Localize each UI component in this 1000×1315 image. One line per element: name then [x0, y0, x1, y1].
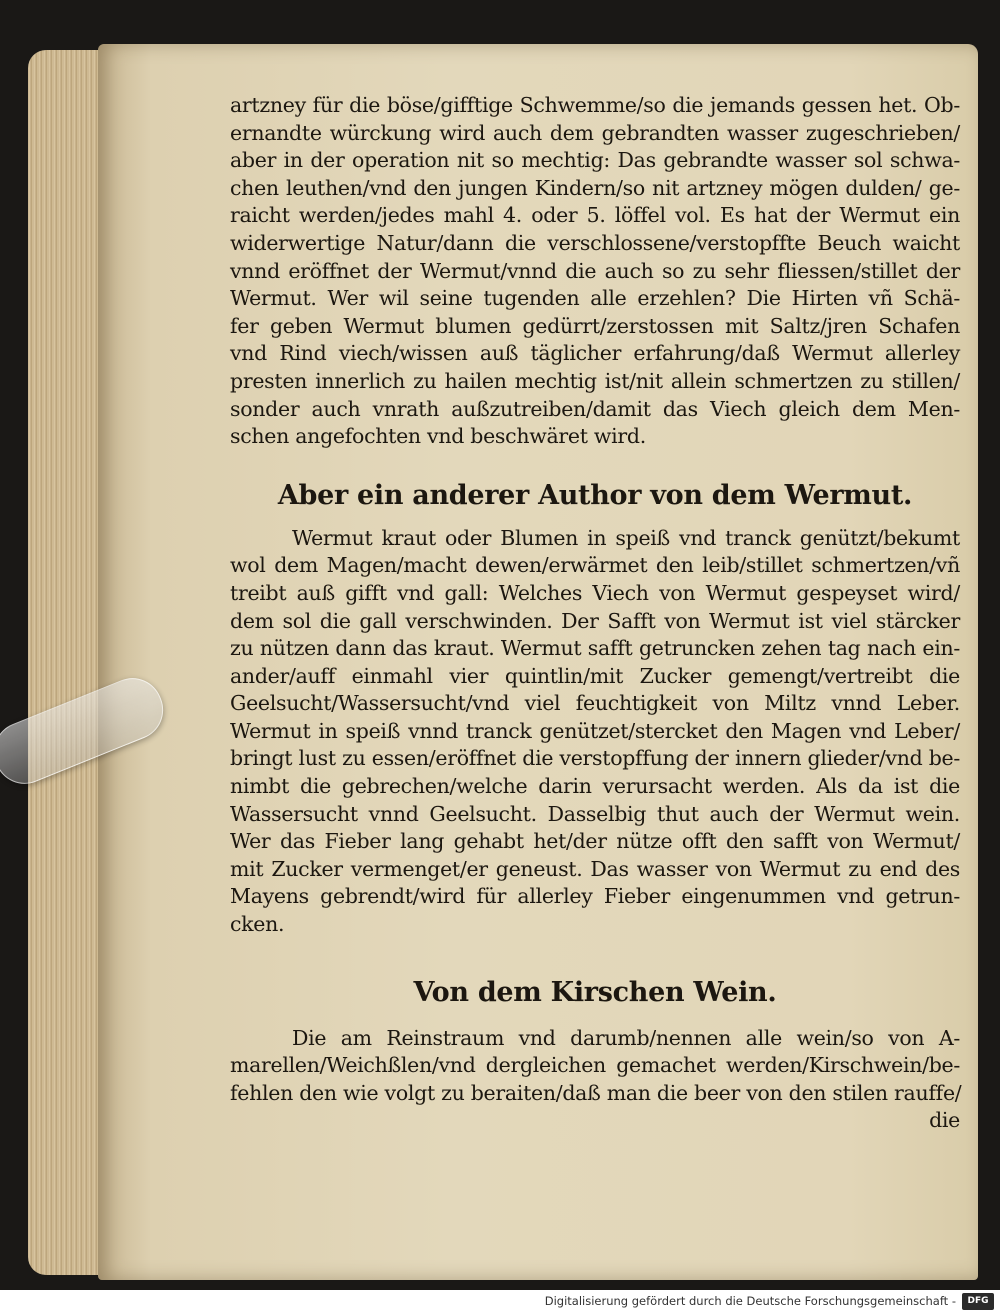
paragraph-3 — [230, 1025, 965, 1108]
text-line: Wermut kraut oder Blumen in speiß vnd tranck genützt/bekumt — [292, 525, 960, 550]
text-line: Geelsucht/Wassersucht/vnd viel feuchtigkeit von Miltz vnnd Leber. — [230, 691, 960, 716]
text-line: artzney für die böse/gifftige Schwemme/so die jemands gessen het. Ob- — [230, 93, 960, 117]
funding-credit: Digitalisierung gefördert durch die Deutsche Forschungsgemeinschaft - — [544, 1294, 956, 1308]
text-line: fehlen den wie volgt zu beraiten/daß man die beer von den stilen rauffe/ — [230, 1080, 962, 1105]
dfg-logo: DFG — [962, 1293, 994, 1310]
text-line: ander/auff einmahl vier quintlin/mit Zucker gemengt/vertreibt die — [230, 663, 960, 688]
text-line: Wermut in speiß vnnd tranck genützet/stercket den Magen vnd Leber/ — [230, 718, 960, 743]
text-line: treibt auß gifft vnd gall: Welches Viech von Wermut gespeyset wird/ — [230, 580, 960, 605]
text-line: ernandte würckung wird auch dem gebrandten wasser zugeschrieben/ — [230, 120, 960, 145]
section-heading-kirschen-wein: Von dem Kirschen Wein. — [413, 976, 777, 1008]
text-line: wol dem Magen/macht dewen/erwärmet den leib/stillet schmertzen/vñ — [230, 553, 960, 578]
text-line: bringt lust zu essen/eröffnet die verstopffung der innern glieder/vnd be- — [230, 746, 960, 771]
text-line: raicht werden/jedes mahl 4. oder 5. löffel vol. Es hat der Wermut ein — [230, 203, 960, 228]
catchword: die — [929, 1108, 960, 1133]
text-line: chen leuthen/vnd den jungen Kindern/so nit artzney mögen dulden/ ge- — [230, 175, 960, 200]
section-heading-wermut-author: Aber ein anderer Author von dem Wermut. — [277, 479, 913, 511]
text-line: sonder auch vnrath außzutreiben/damit das Viech gleich dem Men- — [230, 396, 960, 421]
text-line: marellen/Weichßlen/vnd dergleichen gemachet werden/Kirschwein/be- — [230, 1053, 960, 1078]
text-line: Wer das Fieber lang gehabt het/der nütze offt den safft von Wermut/ — [230, 829, 960, 854]
text-line: aber in der operation nit so mechtig: Das gebrandte wasser sol schwa- — [230, 148, 960, 173]
text-line: presten innerlich zu hailen mechtig ist/nit allein schmertzen zu stillen/ — [230, 368, 960, 393]
text-line: vnd Rind viech/wissen auß täglicher erfahrung/daß Wermut allerley — [230, 341, 960, 366]
text-line: Mayens gebrendt/wird für allerley Fieber eingenummen vnd getrun- — [230, 884, 960, 909]
text-line: Die am Reinstraum vnd darumb/nennen alle wein/so von A- — [292, 1025, 960, 1050]
paragraph-2 — [230, 525, 965, 939]
paragraph-1 — [230, 92, 965, 451]
page-block-edges — [28, 50, 108, 1275]
footer-bar — [0, 1290, 1000, 1315]
text-line: schen angefochten vnd beschwäret wird. — [230, 424, 646, 449]
text-line: widerwertige Natur/dann die verschlossene/verstopffte Beuch waicht — [230, 230, 960, 255]
text-line: dem sol die gall verschwinden. Der Safft von Wermut ist viel stärcker — [230, 608, 960, 633]
text-line: zu nützen dann das kraut. Wermut safft getruncken zehen tag nach ein- — [230, 636, 960, 661]
text-line: mit Zucker vermenget/er geneust. Das wasser von Wermut zu end des — [230, 856, 960, 881]
text-line: Wassersucht vnnd Geelsucht. Dasselbig thut auch der Wermut wein. — [230, 801, 960, 826]
text-line: vnnd eröffnet der Wermut/vnnd die auch so zu sehr fliessen/stillet der — [230, 258, 960, 283]
text-line: fer geben Wermut blumen gedürrt/zerstossen mit Saltz/jren Schafen — [230, 313, 960, 338]
text-line: cken. — [230, 912, 285, 937]
text-line: Wermut. Wer wil seine tugenden alle erzehlen? Die Hirten vñ Schä- — [230, 286, 960, 311]
text-line: nimbt die gebrechen/welche darin verursacht werden. Als da ist die — [230, 774, 960, 799]
page-text — [230, 92, 965, 1135]
